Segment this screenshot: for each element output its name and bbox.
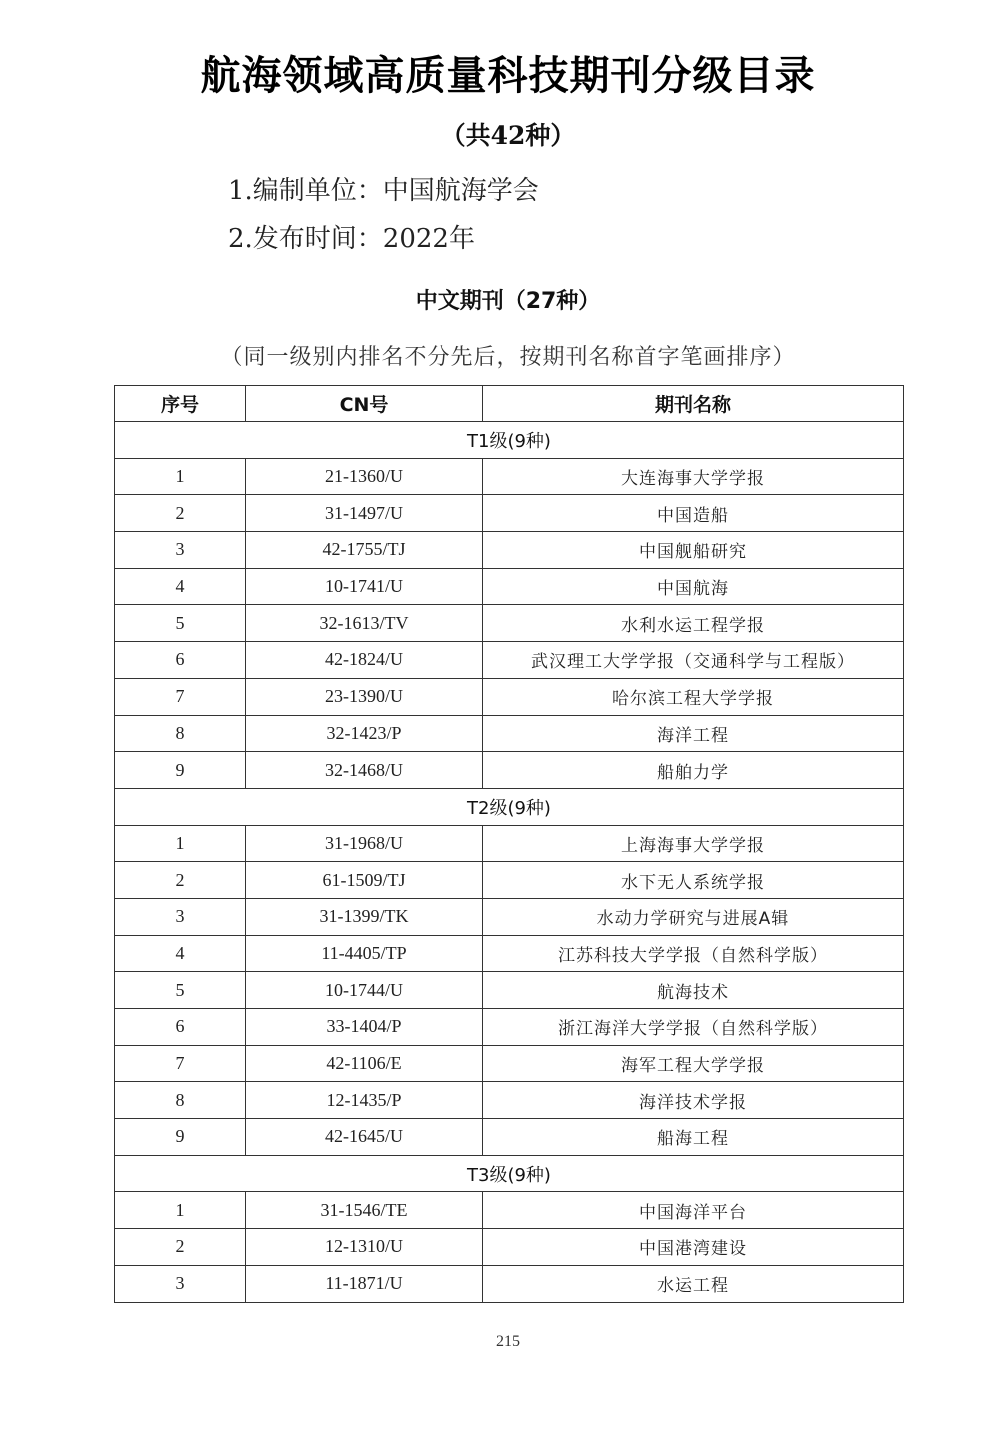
document-title: 航海领域高质量科技期刊分级目录 [200,53,816,99]
serial-number-cell: 1 [115,1192,246,1229]
serial-number-cell: 6 [115,642,246,679]
serial-number-cell: 2 [115,1229,246,1266]
group-row [115,1155,904,1192]
table-row [115,862,904,899]
journal-name-cell: 水运工程 [483,1265,904,1302]
header-journal-name: 期刊名称 [483,386,904,422]
cn-number-cell: 31-1968/U [246,825,483,862]
group-row [115,788,904,825]
group-row [115,422,904,459]
journal-name-cell: 水动力学研究与进展A辑 [483,898,904,935]
serial-number-cell: 5 [115,972,246,1009]
table-row [115,495,904,532]
serial-number-cell: 7 [115,1045,246,1082]
cn-number-cell: 32-1613/TV [246,605,483,642]
journal-name-cell: 中国航海 [483,568,904,605]
journal-name-cell: 水下无人系统学报 [483,862,904,899]
cn-number-cell: 31-1399/TK [246,898,483,935]
table-row [115,752,904,789]
header-serial-number: 序号 [115,386,246,422]
serial-number-cell: 3 [115,898,246,935]
journal-name-cell: 海洋技术学报 [483,1082,904,1119]
table-row [115,1265,904,1302]
cn-number-cell: 12-1310/U [246,1229,483,1266]
journal-name-cell: 浙江海洋大学学报（自然科学版） [483,1009,904,1046]
compiling-organization: 1.编制单位：中国航海学会 [228,176,539,206]
serial-number-cell: 3 [115,532,246,569]
page-number: 215 [496,1333,520,1350]
cn-number-cell: 33-1404/P [246,1009,483,1046]
table-row [115,1009,904,1046]
cn-number-cell: 42-1824/U [246,642,483,679]
document-subtitle: （共42种） [440,121,576,150]
table-row [115,678,904,715]
journal-name-cell: 中国港湾建设 [483,1229,904,1266]
journal-name-cell: 水利水运工程学报 [483,605,904,642]
serial-number-cell: 1 [115,825,246,862]
table-row [115,605,904,642]
journal-name-cell: 中国海洋平台 [483,1192,904,1229]
table-row [115,532,904,569]
journal-name-cell: 上海海事大学学报 [483,825,904,862]
cn-number-cell: 42-1755/TJ [246,532,483,569]
table-row [115,1229,904,1266]
table-body [115,422,904,1303]
table-row [115,972,904,1009]
table-row [115,1119,904,1156]
serial-number-cell: 3 [115,1265,246,1302]
table-row [115,642,904,679]
publication-date: 2.发布时间：2022年 [228,224,475,254]
journal-catalog-table [114,385,904,1303]
table-row [115,935,904,972]
cn-number-cell: 11-1871/U [246,1265,483,1302]
cn-number-cell: 32-1468/U [246,752,483,789]
table-row [115,1082,904,1119]
cn-number-cell: 42-1106/E [246,1045,483,1082]
tier-label: T3级(9种) [115,1155,904,1192]
table-row [115,1045,904,1082]
tier-label: T1级(9种) [115,422,904,459]
cn-number-cell: 11-4405/TP [246,935,483,972]
journal-name-cell: 海军工程大学学报 [483,1045,904,1082]
cn-number-cell: 31-1497/U [246,495,483,532]
header-cn-number: CN号 [246,386,483,422]
table-row [115,825,904,862]
serial-number-cell: 2 [115,495,246,532]
journal-name-cell: 大连海事大学学报 [483,458,904,495]
serial-number-cell: 9 [115,752,246,789]
table-header-row [115,386,904,422]
serial-number-cell: 7 [115,678,246,715]
cn-number-cell: 61-1509/TJ [246,862,483,899]
serial-number-cell: 8 [115,1082,246,1119]
serial-number-cell: 6 [115,1009,246,1046]
serial-number-cell: 1 [115,458,246,495]
table-row [115,568,904,605]
tier-label: T2级(9种) [115,788,904,825]
journal-name-cell: 船舶力学 [483,752,904,789]
table-row [115,898,904,935]
cn-number-cell: 10-1741/U [246,568,483,605]
cn-number-cell: 31-1546/TE [246,1192,483,1229]
journal-name-cell: 船海工程 [483,1119,904,1156]
cn-number-cell: 12-1435/P [246,1082,483,1119]
cn-number-cell: 10-1744/U [246,972,483,1009]
table-row [115,715,904,752]
journal-name-cell: 江苏科技大学学报（自然科学版） [483,935,904,972]
journal-name-cell: 哈尔滨工程大学学报 [483,678,904,715]
table-row [115,1192,904,1229]
serial-number-cell: 4 [115,568,246,605]
journal-name-cell: 海洋工程 [483,715,904,752]
serial-number-cell: 2 [115,862,246,899]
cn-number-cell: 42-1645/U [246,1119,483,1156]
table-row [115,458,904,495]
serial-number-cell: 9 [115,1119,246,1156]
journal-name-cell: 中国舰船研究 [483,532,904,569]
journal-name-cell: 中国造船 [483,495,904,532]
serial-number-cell: 4 [115,935,246,972]
journal-name-cell: 武汉理工大学学报（交通科学与工程版） [483,642,904,679]
cn-number-cell: 23-1390/U [246,678,483,715]
section-title: 中文期刊（27种） [415,289,601,314]
serial-number-cell: 8 [115,715,246,752]
journal-name-cell: 航海技术 [483,972,904,1009]
serial-number-cell: 5 [115,605,246,642]
cn-number-cell: 21-1360/U [246,458,483,495]
sorting-note: （同一级别内排名不分先后，按期刊名称首字笔画排序） [220,345,796,370]
cn-number-cell: 32-1423/P [246,715,483,752]
